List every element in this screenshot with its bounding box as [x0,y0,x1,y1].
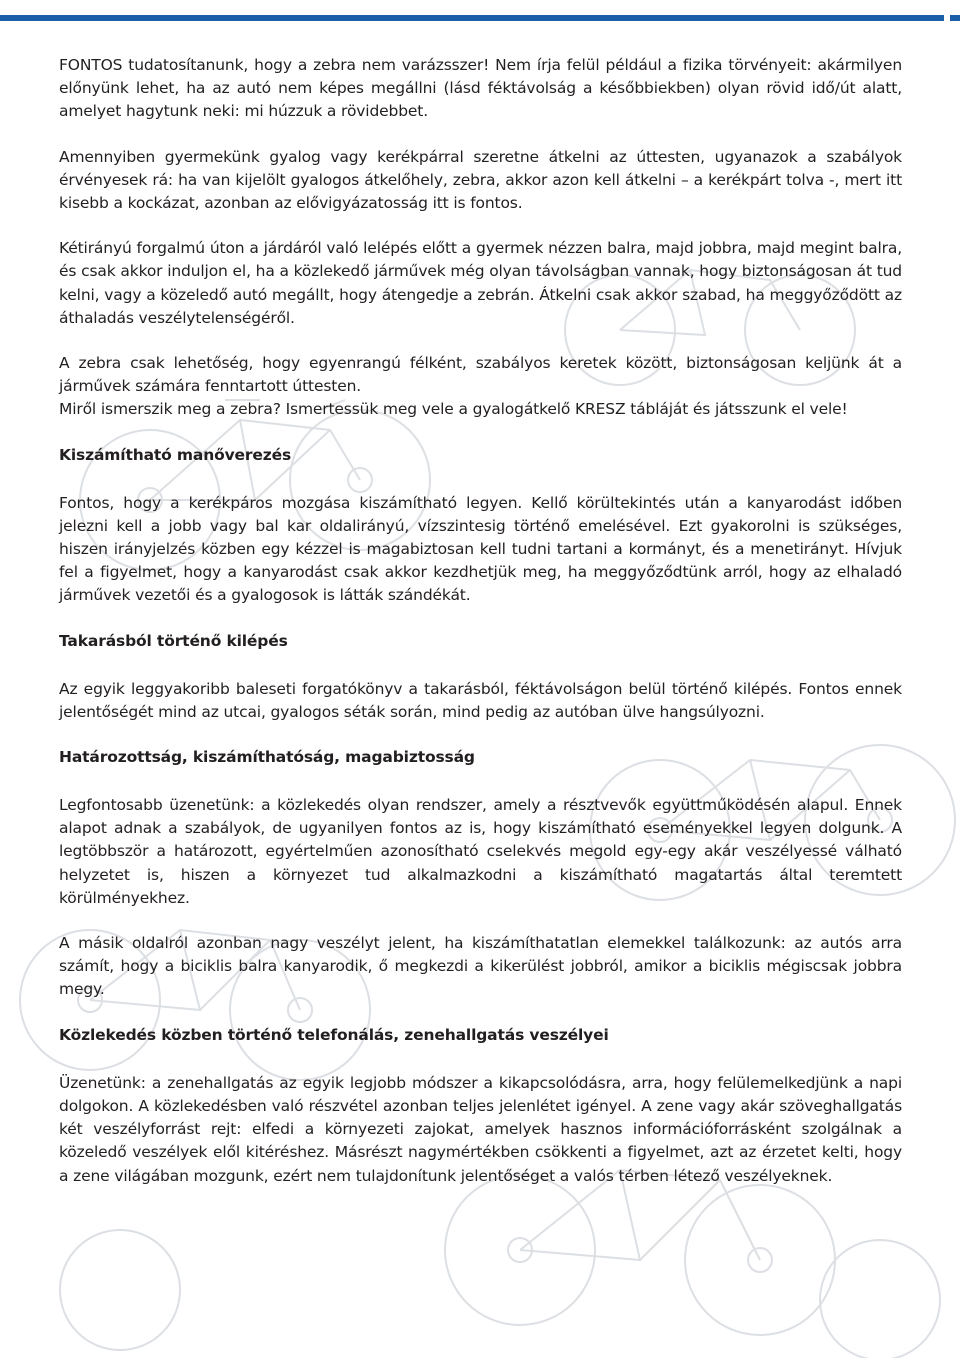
paragraph-predictable-maneuvering: Fontos, hogy a kerékpáros mozgása kiszámítható legyen. Kellő körültekintés után a kanyarodást időben jelezni kell a jobb vagy bal kar oldalirányú, vízszintesig történő emelésével. Ezt gyakorolni is szükséges, hiszen irányjelzés közben egy kézzel is magabiztosan kell tudni tartani a kormányt, és a menetirányt. Hívjuk fel a figyelmet, hogy a kanyarodást csak akkor kezdhetjük meg, ha meggyőződtünk arról, hogy az elhaladó járművek vezetői és a gyalogosok is látták szándékát. [59,493,902,605]
heading-predictable-maneuvering: Kiszámítható manőverezés [59,445,292,464]
paragraph-crossing-rules: Amennyiben gyermekünk gyalog vagy kerékpárral szeretne átkelni az úttesten, ugyanazok a szabályok érvényesek rá: ha van kijelölt gyalogos átkelőhely, zebra, akkor azon kell átkelni – a kerékpárt tolva -, mert itt kisebb a kockázat, azonban az elővigyázatosság itt is fontos. [59,147,902,213]
paragraph-zebra-opportunity: A zebra csak lehetőség, hogy egyenrangú félként, szabályos keretek között, biztonságosan keljünk át a járművek számára fenntartott úttesten. [59,354,902,396]
heading-stepping-out-from-cover: Takarásból történő kilépés [59,631,288,650]
heading-decisiveness: Határozottság, kiszámíthatóság, magabiztosság [59,748,475,767]
page-content [59,54,902,1210]
paragraph-zebra-sign: Miről ismerszik meg a zebra? Ismertessük meg vele a gyalogátkelő KRESZ tábláját és játsszunk el vele! [59,400,848,419]
paragraph-two-way-traffic: Kétirányú forgalmú úton a járdáról való lelépés előtt a gyermek nézzen balra, majd jobbra, majd megint balra, és csak akkor induljon el, ha a közlekedő járművek még olyan távolságban vannak, hogy biztonságosan át tud kelni, vagy a közeledő autó megállt, hogy átengedje a zebrán. Átkelni csak akkor szabad, ha meggyőződött az áthaladás veszélytelenségéről. [59,239,902,327]
paragraph-decisiveness-2: A másik oldalról azonban nagy veszélyt jelent, ha kiszámíthatatlan elemekkel találkozunk: az autós arra számít, hogy a biciklis balra kanyarodik, ő megkezdi a kikerülést jobbról, amikor a biciklis mégiscsak jobbra megy. [59,934,902,999]
paragraph-zebra-warning: FONTOS tudatosítanunk, hogy a zebra nem varázsszer! Nem írja felül például a fizika törvényeit: akármilyen előnyünk lehet, ha az autó nem képes megállni (lásd féktávolság a későbbiekben) olyan rövid idő/út alatt, amelyet hagytunk neki: mi húzzuk a rövidebbet. [59,56,902,121]
paragraph-phone-music-dangers: Üzenetünk: a zenehallgatás az egyik legjobb módszer a kikapcsolódásra, arra, hogy felülemelkedjünk a napi dolgokon. A közlekedésben való részvétel azonban teljes jelenlétet igényel. A zene vagy akár szöveghallgatás két veszélyforrást rejt: elfedi a környezeti zajokat, amelyek hasznos információforrásként szolgálnak a közeledő veszélyek elől kitéréshez. Másrészt nagymértékben csökkenti a figyelmet, azt az érzetet kelti, hogy a zene világában mozgunk, ezért nem tulajdonítunk jelentőséget a valós térben létező veszélyeknek. [59,1073,902,1185]
paragraph-stepping-out-from-cover: Az egyik leggyakoribb baleseti forgatókönyv a takarásból, féktávolságon belül történő kilépés. Fontos ennek jelentőségét mind az utcai, gyalogos séták során, mind pedig az autóban ülve hangsúlyozni. [59,679,902,721]
heading-phone-music-dangers: Közlekedés közben történő telefonálás, zenehallgatás veszélyei [59,1025,609,1044]
paragraph-decisiveness-1: Legfontosabb üzenetünk: a közlekedés olyan rendszer, amely a résztvevők együttműködésén alapul. Ennek alapot adnak a szabályok, de ugyanilyen fontos az is, hogy kiszámítható eseményekkel legyen dolgunk. A legtöbbször a határozott, egyértelműen azonosítható cselekvés megold egy-egy akár veszélyessé válható helyzetet is, hiszen a környezet tud alkalmazkodni a kiszámítható magatartás által teremtett körülményekhez. [59,796,902,907]
